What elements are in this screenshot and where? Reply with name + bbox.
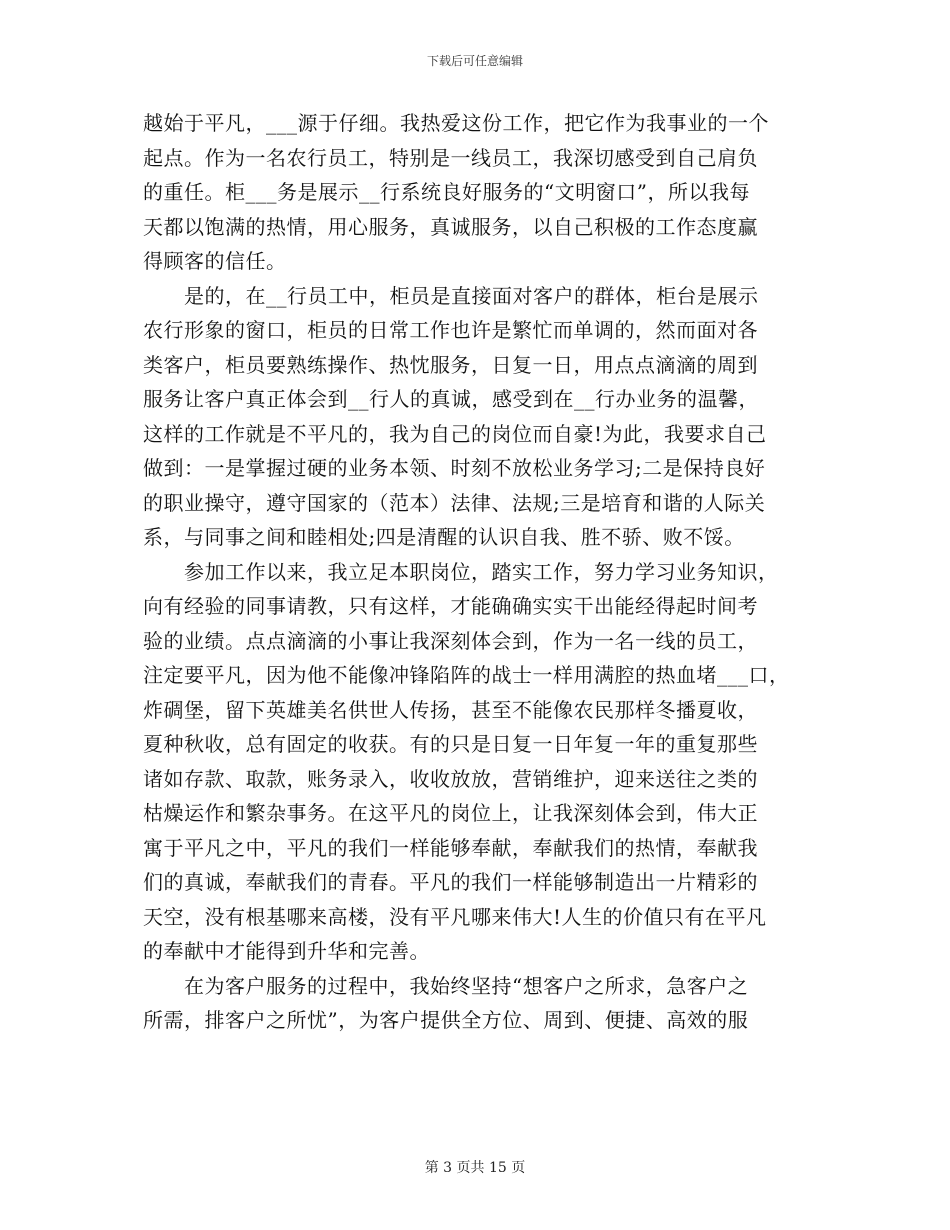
text-line: 所需，排客户之所忧”，为客户提供全方位、周到、便捷、高效的服 <box>143 1008 749 1032</box>
text-line: 的重任。柜___务是展示__行系统良好服务的“文明窗口”，所以我每 <box>143 180 750 204</box>
text-line: 参加工作以来，我立足本职岗位，踏实工作，努力学习业务知识， <box>143 559 779 584</box>
text-line: 的奉献中才能得到升华和完善。 <box>143 939 430 963</box>
text-line: 寓于平凡之中，平凡的我们一样能够奉献，奉献我们的热情，奉献我 <box>143 835 758 860</box>
text-line: 向有经验的同事请教，只有这样，才能确确实实干出能经得起时间考 <box>143 594 758 618</box>
text-line: 天空，没有根基哪来高楼，没有平凡哪来伟大!人生的价值只有在平凡 <box>143 904 767 929</box>
paragraph-2 <box>143 279 823 555</box>
text-line: 验的业绩。点点滴滴的小事让我深刻体会到，作为一名一线的员工， <box>143 628 758 653</box>
text-line: 农行形象的窗口，柜员的日常工作也许是繁忙而单调的，然而面对各 <box>143 318 758 342</box>
page-header-note: 下载后可任意编辑 <box>426 54 523 68</box>
text-line: 诸如存款、取款，账务录入，收收放放，营销维护，迎来送往之类的 <box>143 766 758 791</box>
page-number: 第 3 页共 15 页 <box>424 1160 526 1176</box>
text-line: 得顾客的信任。 <box>143 249 287 273</box>
text-line: 越始于平凡，___源于仔细。我热爱这份工作，把它作为我事业的一个 <box>143 111 769 135</box>
text-line: 夏种秋收，总有固定的收获。有的只是日复一日年复一年的重复那些 <box>143 732 758 756</box>
text-line: 在为客户服务的过程中，我始终坚持“想客户之所求，急客户之 <box>143 973 749 998</box>
text-line: 注定要平凡，因为他不能像冲锋陷阵的战士一样用满腔的热血堵___口， <box>143 663 790 687</box>
text-line: 的职业操守，遵守国家的（范本）法律、法规;三是培育和谐的人际关 <box>143 490 766 515</box>
paragraph-3 <box>143 555 823 969</box>
text-line: 系，与同事之间和睦相处;四是清醒的认识自我、胜不骄、败不馁。 <box>143 525 745 549</box>
text-line: 炸碉堡，留下英雄美名供世人传扬，甚至不能像农民那样冬播夏收， <box>143 697 758 722</box>
text-line: 是的，在__行员工中，柜员是直接面对客户的群体，柜台是展示 <box>143 283 759 308</box>
text-line: 这样的工作就是不平凡的，我为自己的岗位而自豪!为此，我要求自己 <box>143 421 767 446</box>
document-body <box>143 106 823 1038</box>
text-line: 类客户，柜员要熟练操作、热忱服务，日复一日，用点点滴滴的周到 <box>143 352 758 377</box>
text-line: 服务让客户真正体会到__行人的真诚，感受到在__行办业务的温馨， <box>143 387 759 411</box>
paragraph-4 <box>143 969 823 1038</box>
text-line: 枯燥运作和繁杂事务。在这平凡的岗位上，让我深刻体会到，伟大正 <box>143 801 758 825</box>
text-line: 起点。作为一名农行员工，特别是一线员工，我深切感受到自己肩负 <box>143 145 758 170</box>
paragraph-1 <box>143 106 823 279</box>
text-line: 们的真诚，奉献我们的青春。平凡的我们一样能够制造出一片精彩的 <box>143 870 758 894</box>
text-line: 天都以饱满的热情，用心服务，真诚服务，以自己积极的工作态度赢 <box>143 214 758 239</box>
text-line: 做到：一是掌握过硬的业务本领、时刻不放松业务学习;二是保持良好 <box>143 456 766 480</box>
